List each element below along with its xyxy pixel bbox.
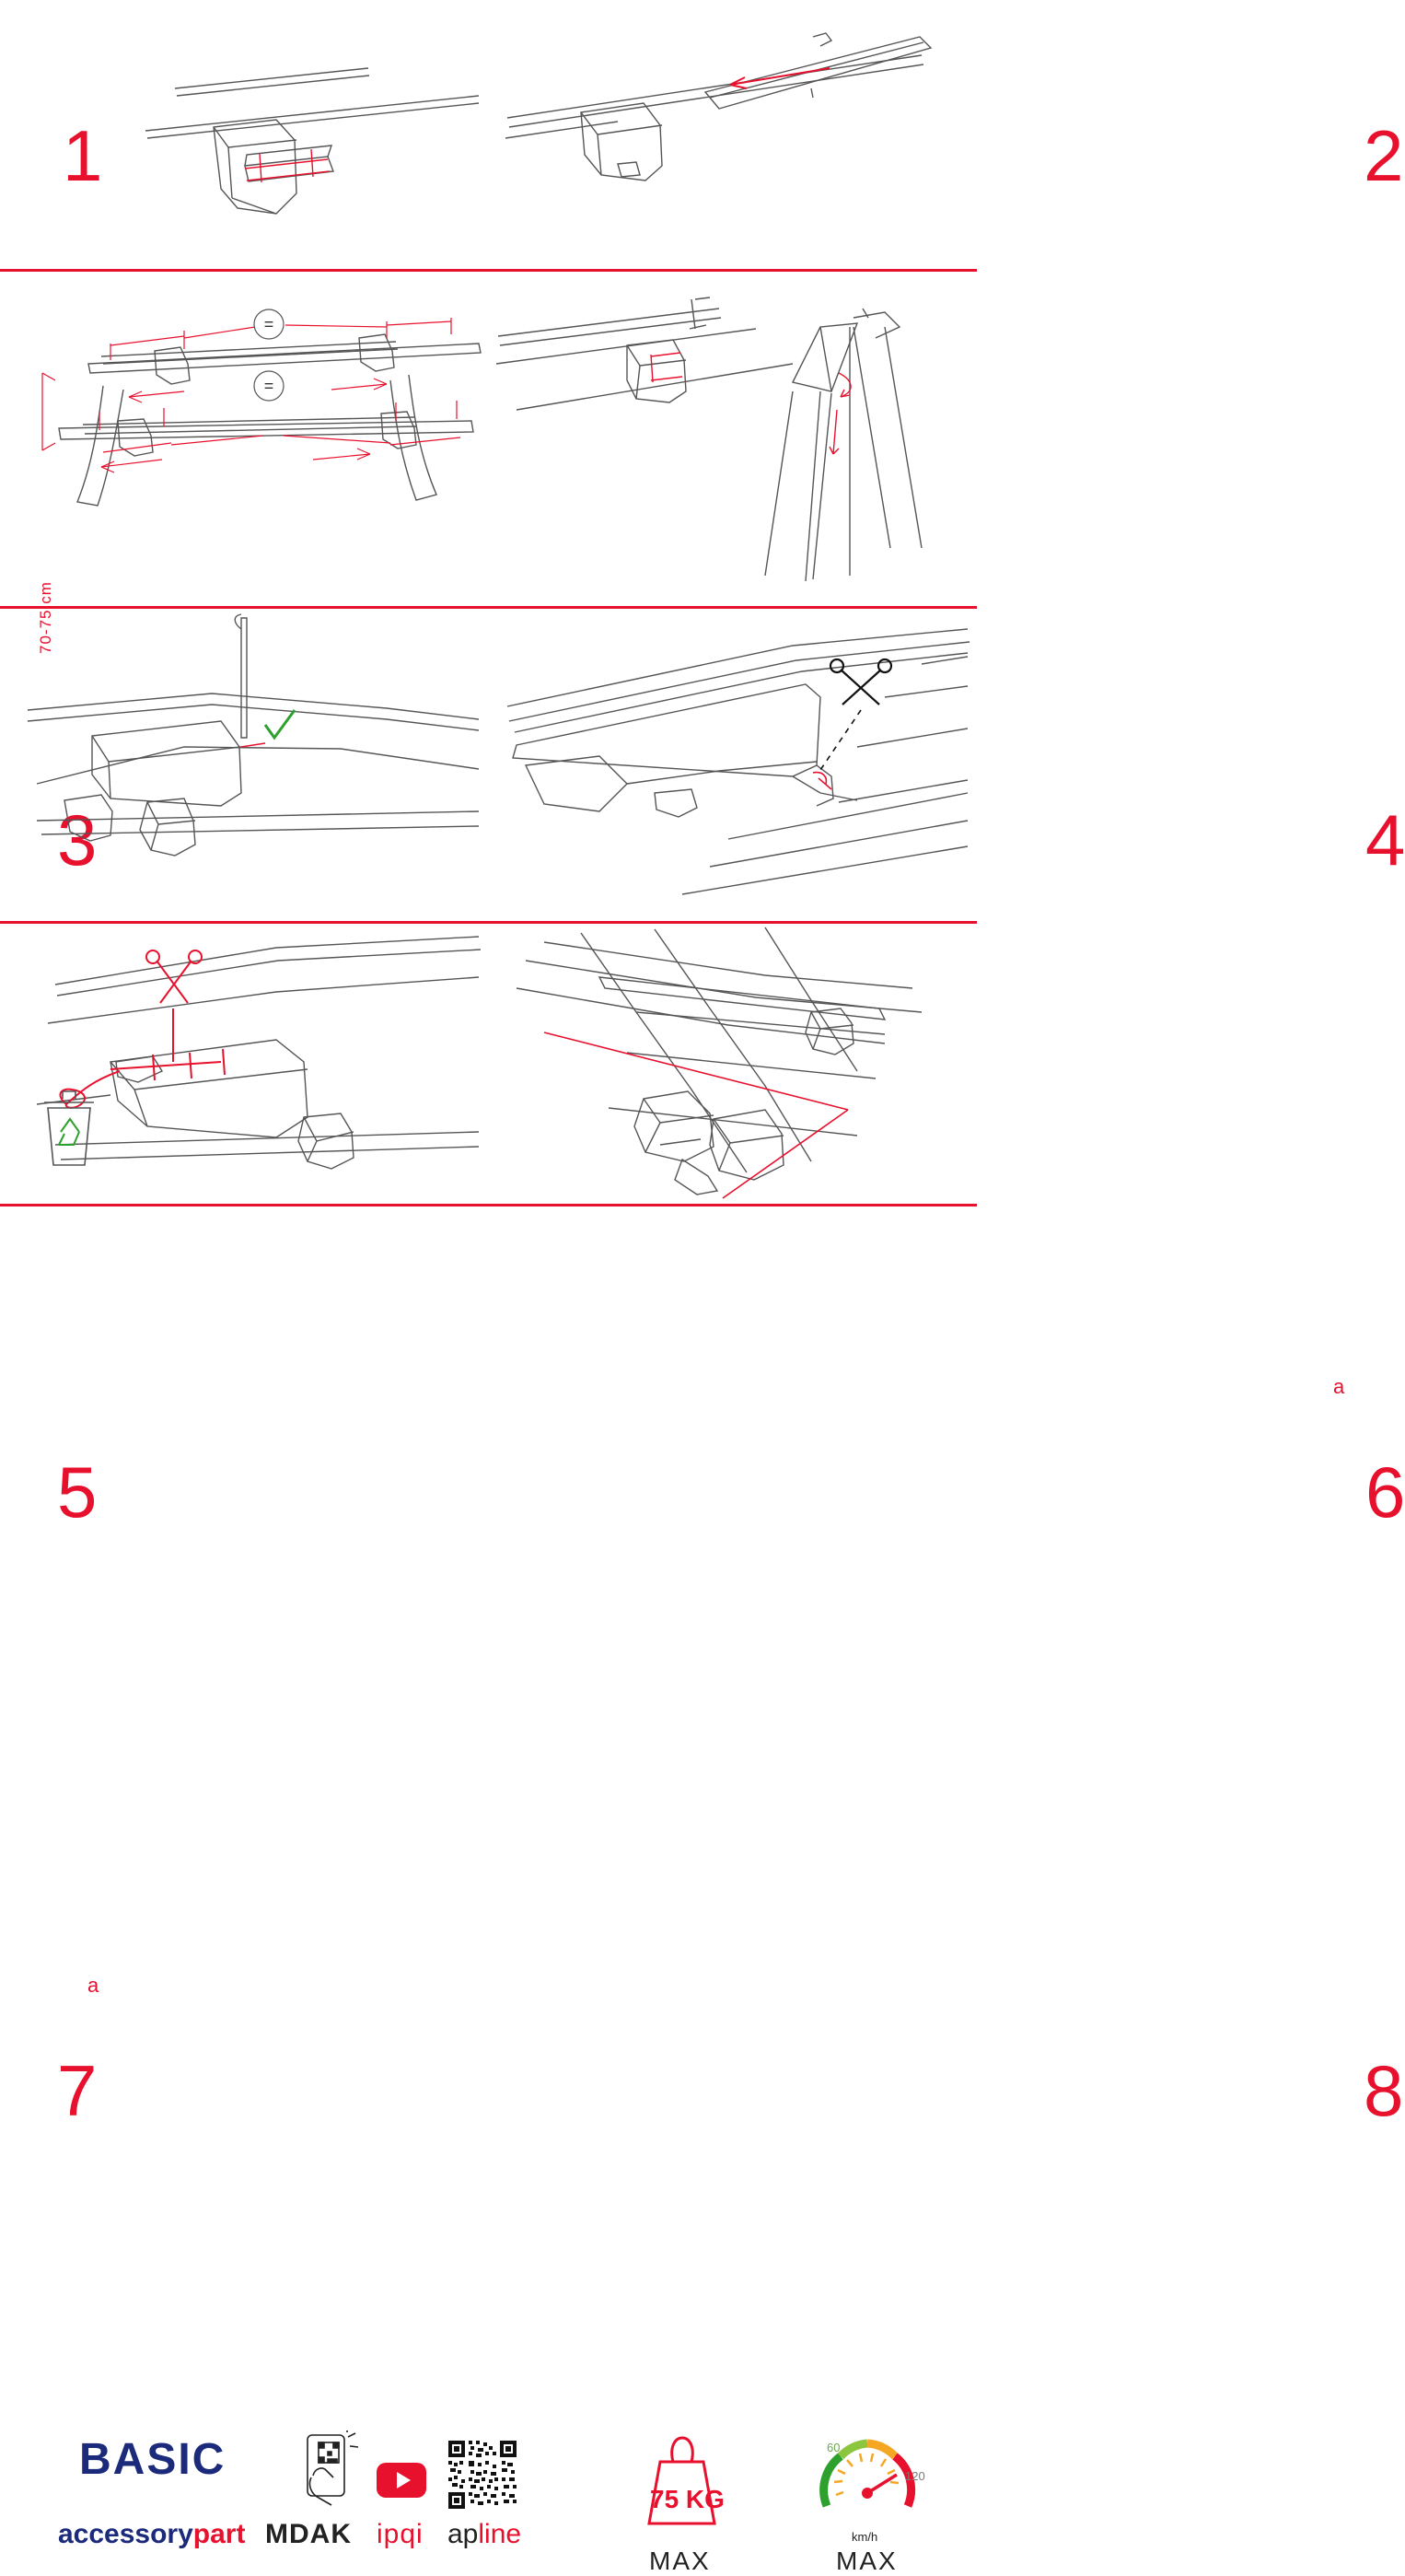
step-number-7: 7 <box>57 2050 98 2131</box>
step-7-illustration <box>0 924 488 1204</box>
speed-unit-label: km/h <box>852 2530 878 2544</box>
brand-part-word: part <box>192 2519 246 2549</box>
step-number-1: 1 <box>63 115 103 196</box>
step-panel-4 <box>489 272 1405 880</box>
max-weight-value: 75 KG <box>650 2485 725 2513</box>
footer-branding <box>0 1206 977 2575</box>
step-panel-3 <box>0 272 488 880</box>
brand-accessorypart <box>58 2519 245 2550</box>
brand-title: BASIC <box>79 2435 226 2484</box>
step-panel-1 <box>0 0 488 269</box>
step-number-8: 8 <box>1364 2050 1404 2131</box>
step-4-illustration <box>489 272 977 606</box>
step-6-illustration <box>489 609 977 921</box>
step-number-2: 2 <box>1364 115 1404 196</box>
cut-label-a-step7: a <box>87 1974 99 1997</box>
step-number-6: 6 <box>1365 1451 1405 1533</box>
max-speed-label: MAX <box>836 2547 898 2575</box>
gauge-tick-low: 60 <box>827 2441 841 2454</box>
step-number-5: 5 <box>57 1451 98 1533</box>
logo-ipqi: ipqi <box>377 2519 424 2549</box>
step-3-illustration <box>0 272 488 606</box>
qr-code-icon[interactable] <box>448 2441 517 2509</box>
step-panel-5 <box>0 609 488 1533</box>
logo-mdak: MDAK <box>265 2519 352 2549</box>
svg-text:=: = <box>263 377 274 395</box>
dimension-label-step3: 70-75 cm <box>37 581 54 654</box>
max-weight-icon <box>629 2427 735 2533</box>
step-8-illustration <box>489 924 977 1204</box>
gauge-tick-high: 120 <box>905 2469 925 2483</box>
svg-text:=: = <box>263 315 274 333</box>
brand-accessory-word: accessory <box>58 2519 193 2549</box>
step-panel-8 <box>489 924 1404 2131</box>
step-2-illustration <box>489 0 977 269</box>
phone-scan-icon <box>291 2431 359 2511</box>
step-number-3: 3 <box>57 799 98 880</box>
step-panel-2 <box>489 0 1404 269</box>
step-number-4: 4 <box>1365 799 1405 880</box>
cut-label-a-step6: a <box>1333 1375 1345 1398</box>
youtube-icon[interactable] <box>376 2462 427 2499</box>
logo-apline <box>447 2519 521 2550</box>
step-5-illustration <box>0 609 488 921</box>
logo-ap-word: ap <box>447 2519 479 2549</box>
step-panel-6 <box>489 609 1405 1533</box>
max-weight-label: MAX <box>649 2547 711 2575</box>
step-panel-7 <box>0 924 488 2131</box>
logo-line-word: line <box>478 2519 522 2549</box>
